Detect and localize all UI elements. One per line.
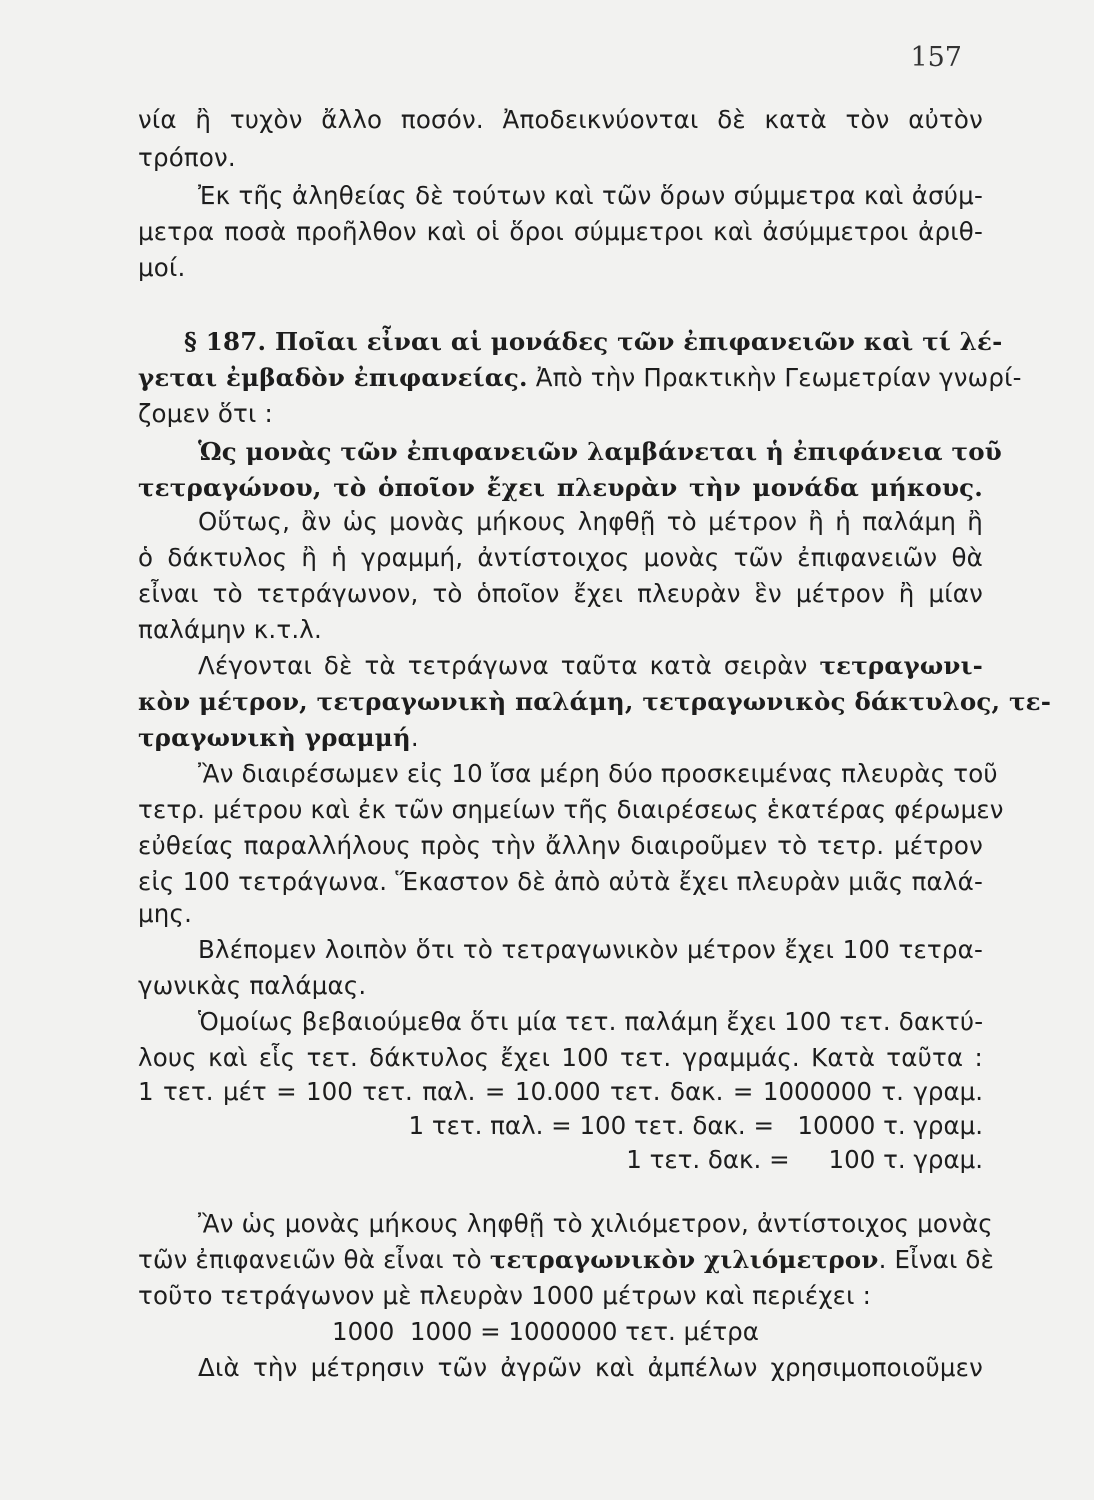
text-run: τῶν ἐπιφανειῶν θὰ εἶναι τὸ	[138, 1245, 490, 1274]
conversion-formula-2: 1 τετ. παλ. = 100 τετ. δακ. = 10000 τ. γραμ.	[408, 1111, 983, 1140]
formula-text: 1 τετ. μέτ = 100 τετ. παλ. = 10.000 τετ. δακ. = 1000000 τ. γραμ.	[138, 1077, 983, 1106]
text-line: ὁ δάκτυλος ἢ ἡ γραμμή, ἀντίστοιχος μονὰς τῶν ἐπιφανειῶν θὰ	[138, 543, 983, 572]
text-line: λους καὶ εἷς τετ. δάκτυλος ἔχει 100 τετ. γραμμάς. Κατὰ ταῦτα :	[138, 1043, 983, 1072]
text-line: Ἂν ὡς μονὰς μήκους ληφθῇ τὸ χιλιόμετρον, ἀντίστοιχος μονὰς	[198, 1209, 993, 1238]
text-line: τετρ. μέτρου καὶ ἐκ τῶν σημείων τῆς διαιρέσεως ἑκατέρας φέρωμεν	[138, 795, 1004, 824]
text-line: εὐθείας παραλλήλους πρὸς τὴν ἄλλην διαιροῦμεν τὸ τετρ. μέτρον	[138, 831, 983, 860]
text-run: .	[410, 723, 419, 752]
text-line: τρόπον.	[138, 143, 236, 172]
text-line: Ἂν διαιρέσωμεν εἰς 10 ἴσα μέρη δύο προσκειμένας πλευρὰς τοῦ	[198, 759, 998, 788]
text-line: εἰς 100 τετράγωνα. Ἕκαστον δὲ ἀπὸ αὐτὰ ἔχει πλευρὰν μιᾶς παλά-	[138, 867, 983, 896]
definition-line: τετραγώνου, τὸ ὁποῖον ἔχει πλευρὰν τὴν μονάδα μήκους.	[138, 473, 983, 502]
text-line	[138, 1244, 995, 1276]
text-line: Ἐκ τῆς ἀληθείας δὲ τούτων καὶ τῶν ὅρων σύμμετρα καὶ ἀσύμ-	[198, 181, 983, 210]
text-line	[138, 362, 1022, 394]
text-line: Ὁμοίως βεβαιούμεθα ὅτι μία τετ. παλάμη ἔχει 100 τετ. δακτύ-	[198, 1007, 984, 1036]
text-line: εἶναι τὸ τετράγωνον, τὸ ὁποῖον ἔχει πλευρὰν ἓν μέτρον ἢ μίαν	[138, 579, 983, 608]
section-heading: § 187. Ποῖαι εἶναι αἱ μονάδες τῶν ἐπιφανειῶν καὶ τί λέ-	[184, 327, 1003, 356]
text-line: Οὕτως, ἂν ὡς μονὰς μήκους ληφθῇ τὸ μέτρον ἢ ἡ παλάμη ἢ	[198, 507, 983, 536]
text-line: μετρα ποσὰ προῆλθον καὶ οἱ ὅροι σύμμετροι καὶ ἀσύμμετροι ἀριθ-	[138, 217, 983, 246]
page-number: 157	[910, 42, 962, 73]
text-line: παλάμην κ.τ.λ.	[138, 615, 322, 644]
section-heading-cont: γεται ἐμβαδὸν ἐπιφανείας.	[138, 363, 528, 392]
text-run: Ἀπὸ τὴν Πρακτικὴν Γεωμετρίαν γνωρί-	[527, 363, 1022, 392]
text-run: Λέγονται δὲ τὰ τετράγωνα ταῦτα κατὰ σειρὰν	[198, 651, 820, 680]
bold-term: τετραγωνικὸν χιλιόμετρον	[489, 1245, 879, 1274]
bold-term: τετραγωνι-	[819, 651, 983, 680]
text-run: . Εἶναι δὲ	[878, 1245, 995, 1274]
text-line: γωνικὰς παλάμας.	[138, 971, 367, 1000]
conversion-formula-1	[138, 1076, 983, 1108]
text-line: μης.	[138, 899, 193, 928]
conversion-formula-3: 1 τετ. δακ. = 100 τ. γραμ.	[626, 1145, 983, 1174]
text-line: μοί.	[138, 253, 186, 282]
text-line: νία ἢ τυχὸν ἄλλο ποσόν. Ἀποδεικνύονται δὲ κατὰ τὸν αὐτὸν	[138, 105, 983, 134]
bold-term-line: κὸν μέτρον, τετραγωνικὴ παλάμη, τετραγωνικὸς δάκτυλος, τε-	[138, 687, 1052, 716]
text-line	[138, 722, 983, 754]
definition-line: Ὡς μονὰς τῶν ἐπιφανειῶν λαμβάνεται ἡ ἐπιφάνεια τοῦ	[198, 437, 1002, 466]
text-line	[198, 650, 983, 682]
text-line: Διὰ τὴν μέτρησιν τῶν ἀγρῶν καὶ ἀμπέλων χρησιμοποιοῦμεν	[198, 1353, 983, 1382]
text-line: ζομεν ὅτι :	[138, 399, 273, 428]
kilometer-formula: 1000 1000 = 1000000 τετ. μέτρα	[332, 1317, 759, 1346]
text-line: Βλέπομεν λοιπὸν ὅτι τὸ τετραγωνικὸν μέτρον ἔχει 100 τετρα-	[198, 935, 983, 964]
bold-term: τραγωνικὴ γραμμή	[138, 723, 411, 752]
text-line: τοῦτο τετράγωνον μὲ πλευρὰν 1000 μέτρων καὶ περιέχει :	[138, 1281, 872, 1310]
